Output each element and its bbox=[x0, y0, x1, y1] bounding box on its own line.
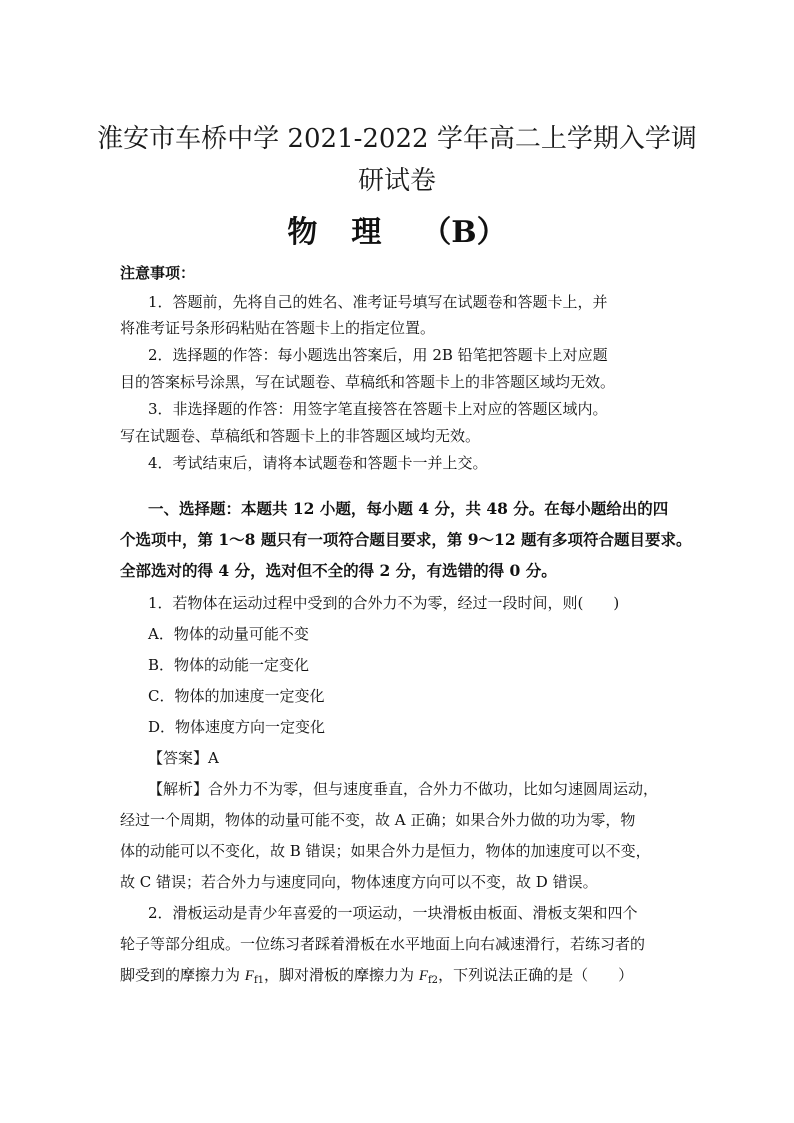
q1-option-b: B．物体的动能一定变化 bbox=[148, 656, 310, 674]
notice-item-3-line-1: 3．非选择题的作答：用签字笔直接答在答题卡上对应的答题区域内。 bbox=[148, 400, 608, 418]
q1-analysis-line-2: 经过一个周期，物体的动量可能不变，故 A 正确；如果合外力做的功为零，物 bbox=[120, 811, 636, 829]
q2-line-3-part-c: ，下列说法正确的是（ ） bbox=[438, 966, 634, 984]
notice-item-3-line-2: 写在试题卷、草稿纸和答题卡上的非答题区域均无效。 bbox=[120, 427, 481, 445]
force-f2-subscript: f2 bbox=[427, 975, 439, 986]
force-f1-subscript: f1 bbox=[253, 975, 265, 986]
section1-line-3: 全部选对的得 4 分，选对但不全的得 2 分，有选错的得 0 分。 bbox=[120, 561, 557, 580]
section1-line-1: 一、选择题：本题共 12 小题，每小题 4 分，共 48 分。在每小题给出的四 bbox=[148, 499, 669, 518]
q2-line-3 bbox=[120, 962, 680, 994]
q1-option-c: C．物体的加速度一定变化 bbox=[148, 687, 325, 705]
exam-title-line-1: 淮安市车桥中学 2021-2022 学年高二上学期入学调 bbox=[97, 124, 697, 154]
q2-line-2: 轮子等部分组成。一位练习者踩着滑板在水平地面上向右减速滑行，若练习者的 bbox=[120, 935, 646, 953]
q1-analysis-line-1: 【解析】合外力不为零，但与速度垂直，合外力不做功，比如匀速圆周运动， bbox=[148, 780, 659, 798]
subject-char-1: 物 bbox=[287, 215, 318, 250]
subject-version: （B） bbox=[421, 215, 507, 250]
notice-item-1-line-2: 将准考证号条形码粘贴在答题卡上的指定位置。 bbox=[120, 319, 436, 337]
notice-item-2-line-2: 目的答案标号涂黑，写在试题卷、草稿纸和答题卡上的非答题区域均无效。 bbox=[120, 373, 616, 391]
q1-stem: 1．若物体在运动过程中受到的合外力不为零，经过一段时间，则( ) bbox=[148, 594, 620, 612]
q2-line-3-part-b: ，脚对滑板的摩擦力为 bbox=[264, 966, 419, 984]
force-f1-symbol: F bbox=[244, 968, 254, 984]
subject-heading bbox=[0, 207, 794, 251]
q1-analysis-line-3: 体的动能可以不变化，故 B 错误；如果合外力是恒力，物体的加速度可以不变， bbox=[120, 842, 651, 860]
q1-analysis-line-4: 故 C 错误；若合外力与速度同向，物体速度方向可以不变，故 D 错误。 bbox=[120, 873, 598, 891]
q2-line-3-part-a: 脚受到的摩擦力为 bbox=[120, 966, 245, 984]
q1-answer: 【答案】A bbox=[148, 749, 219, 767]
q1-option-a: A．物体的动量可能不变 bbox=[148, 625, 309, 643]
exam-title-line-2: 研试卷 bbox=[357, 166, 436, 196]
notice-item-1-line-1: 1．答题前，先将自己的姓名、准考证号填写在试题卷和答题卡上，并 bbox=[148, 293, 608, 311]
subject-char-2: 理 bbox=[351, 215, 382, 250]
notice-item-2-line-1: 2．选择题的作答：每小题选出答案后，用 2B 铅笔把答题卡上对应题 bbox=[148, 346, 608, 364]
force-f2-symbol: F bbox=[418, 968, 428, 984]
notice-item-4: 4．考试结束后，请将本试题卷和答题卡一并上交。 bbox=[148, 454, 488, 472]
q1-option-d: D．物体速度方向一定变化 bbox=[148, 718, 326, 736]
q2-line-1: 2．滑板运动是青少年喜爱的一项运动，一块滑板由板面、滑板支架和四个 bbox=[148, 904, 638, 922]
section1-line-2: 个选项中，第 1～8 题只有一项符合题目要求，第 9～12 题有多项符合题目要求。 bbox=[120, 530, 692, 549]
notice-heading: 注意事项： bbox=[120, 264, 196, 282]
